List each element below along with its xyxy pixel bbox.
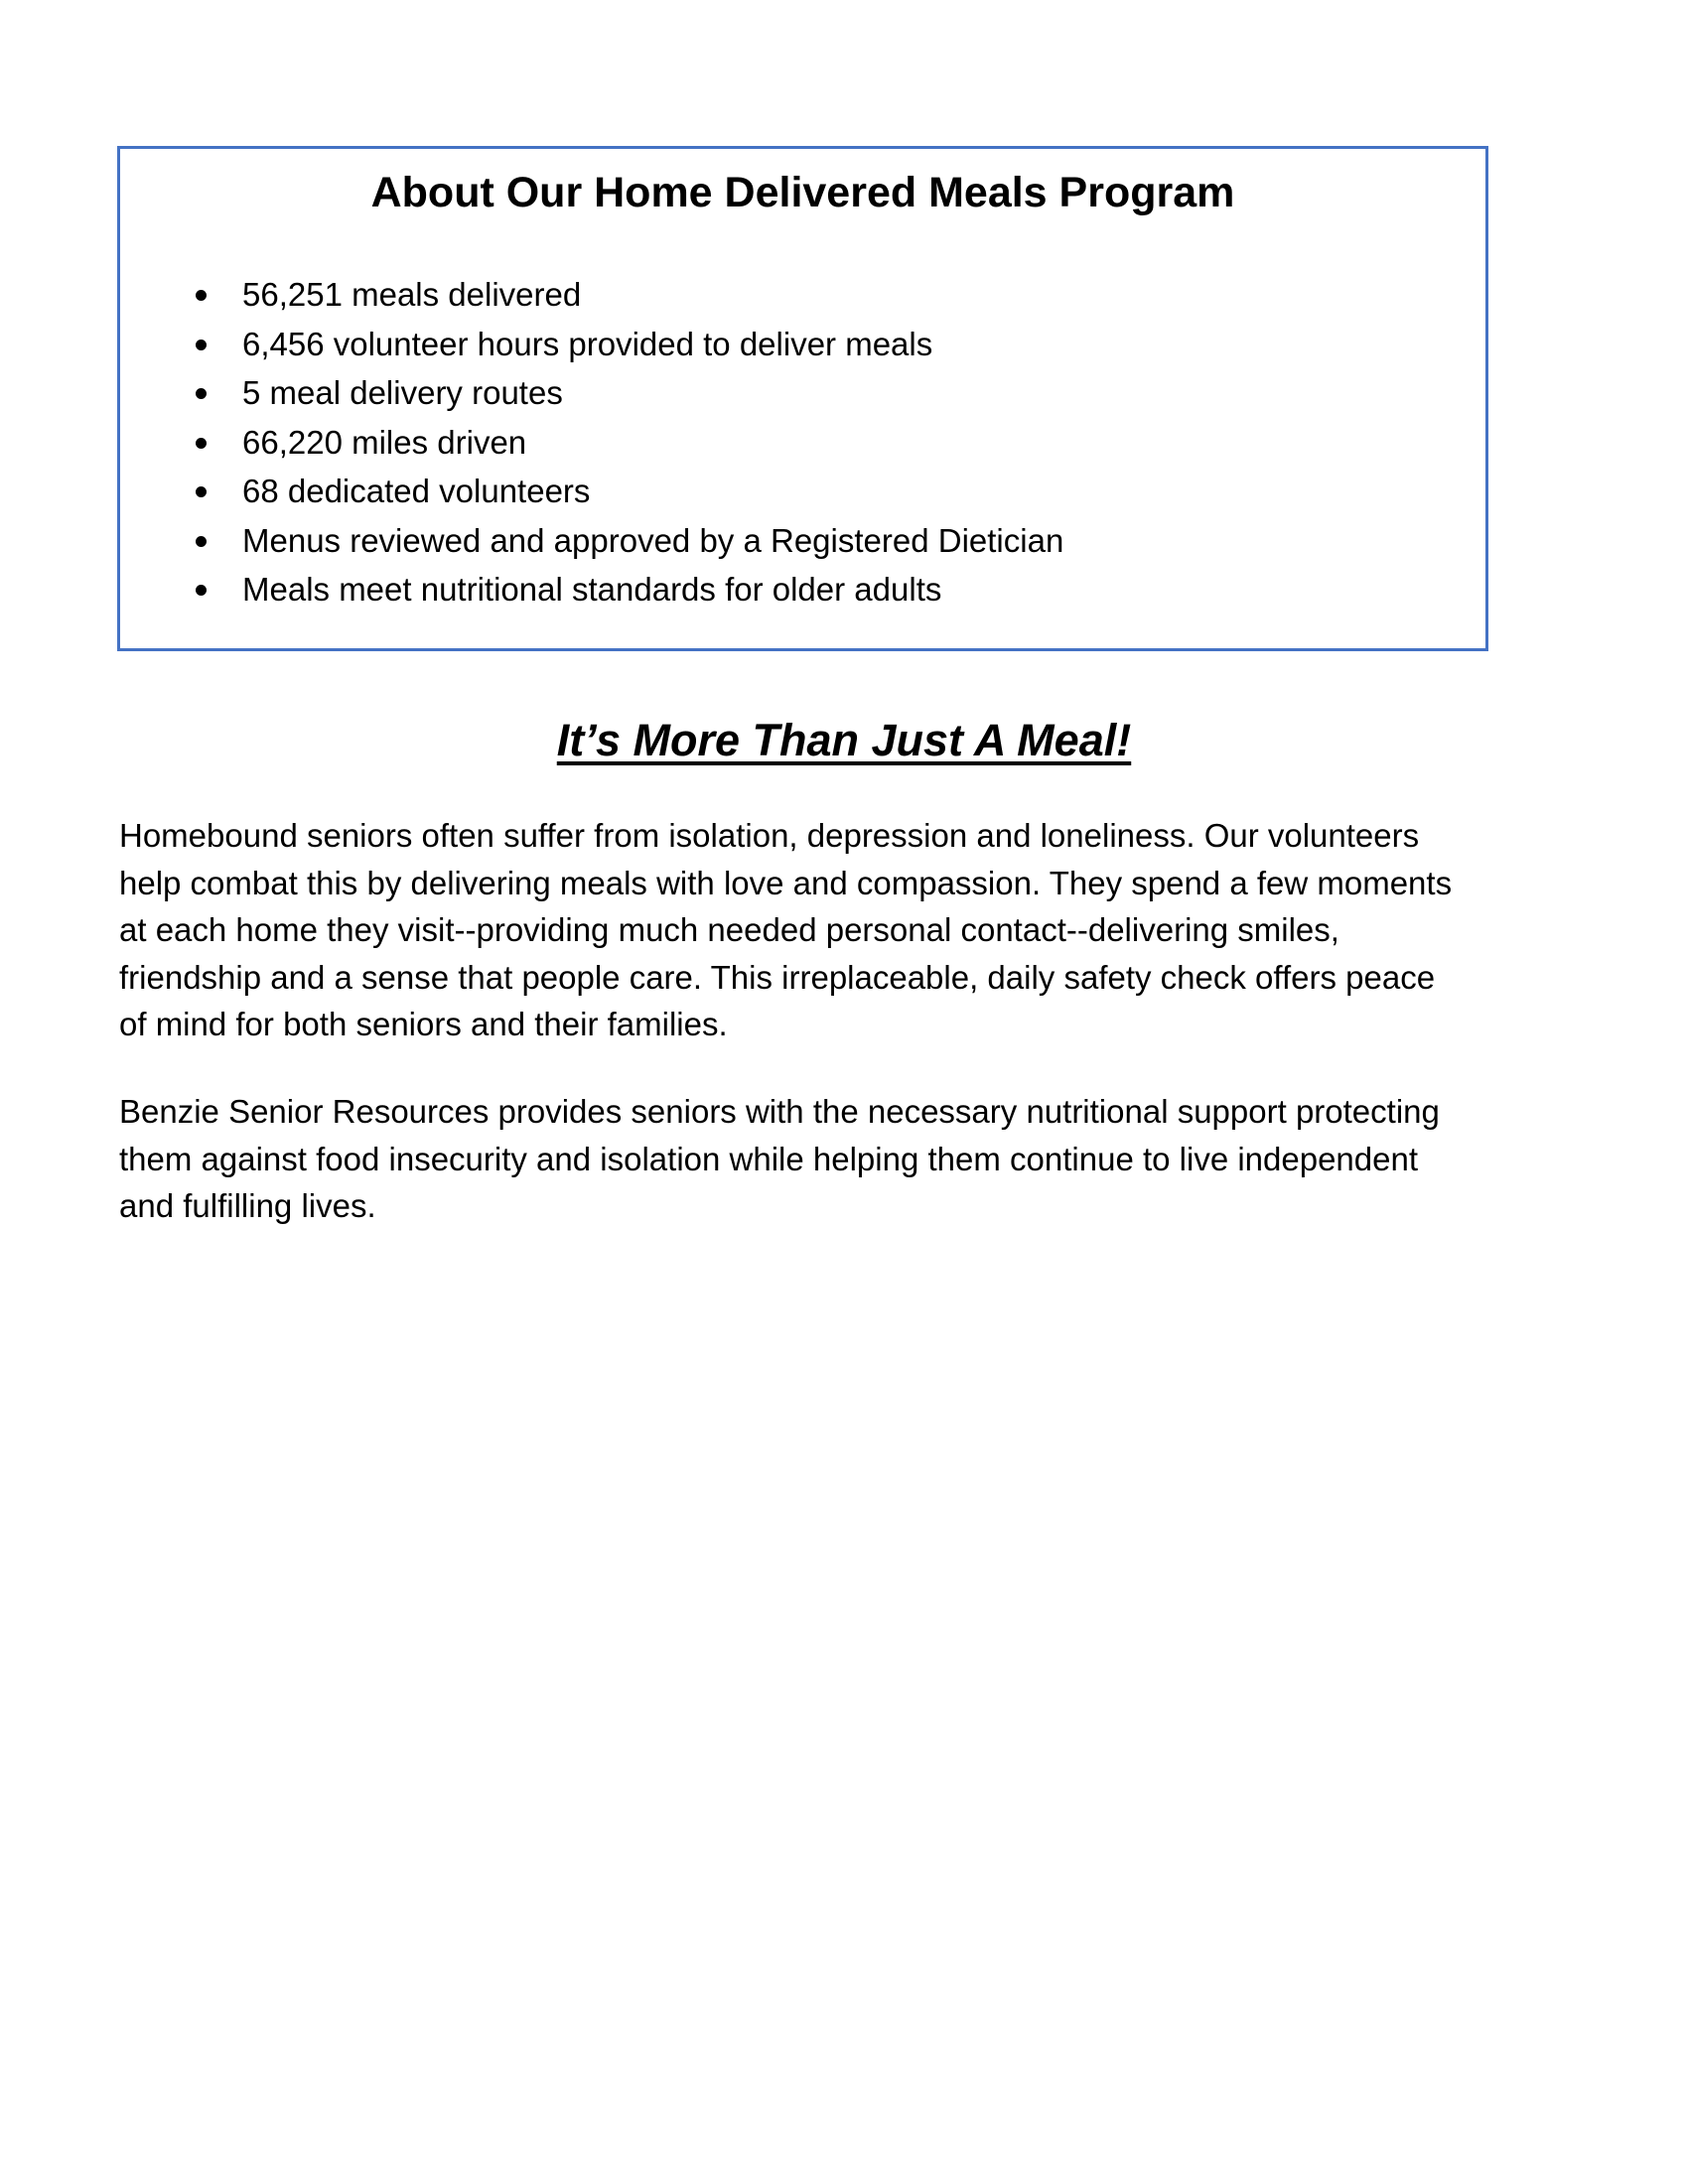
paragraph-line: them against food insecurity and isolation while helping them continue to live independent <box>119 1140 1419 1177</box>
program-facts-list <box>120 270 1063 614</box>
paragraph-line: of mind for both seniors and their families. <box>119 1006 728 1042</box>
fact-text: Menus reviewed and approved by a Registered Dietician <box>242 521 1064 559</box>
fact-text: 5 meal delivery routes <box>242 374 563 411</box>
fact-item <box>120 565 1063 614</box>
paragraph-line: Homebound seniors often suffer from isolation, depression and loneliness. Our volunteers <box>119 817 1420 854</box>
body-paragraph-isolation <box>119 812 1589 1048</box>
fact-item <box>120 516 1063 566</box>
paragraph-line: and fulfilling lives. <box>119 1187 376 1224</box>
section-heading: It’s More Than Just A Meal! <box>556 715 1132 765</box>
bullet-icon <box>196 536 207 547</box>
paragraph-line: at each home they visit--providing much needed personal contact--delivering smiles, <box>119 911 1339 948</box>
fact-text: Meals meet nutritional standards for older adults <box>242 571 942 608</box>
fact-item <box>120 320 1063 369</box>
fact-text: 68 dedicated volunteers <box>242 473 591 509</box>
fact-item <box>120 418 1063 468</box>
bullet-icon <box>196 486 207 497</box>
bullet-icon <box>196 438 207 449</box>
fact-item <box>120 467 1063 516</box>
paragraph-line: help combat this by delivering meals with love and compassion. They spend a few moments <box>119 864 1453 901</box>
body-paragraph-support <box>119 1088 1589 1230</box>
bullet-icon <box>196 290 207 301</box>
bullet-icon <box>196 340 207 350</box>
fact-text: 6,456 volunteer hours provided to deliver meals <box>242 325 933 362</box>
bullet-icon <box>196 585 207 596</box>
fact-text: 66,220 miles driven <box>242 423 527 461</box>
program-box-title: About Our Home Delivered Meals Program <box>370 169 1235 216</box>
fact-text: 56,251 meals delivered <box>242 276 582 313</box>
program-info-box <box>117 146 1488 651</box>
fact-item <box>120 368 1063 418</box>
paragraph-line: friendship and a sense that people care. This irreplaceable, daily safety check offers peace <box>119 958 1436 996</box>
fact-item <box>120 270 1063 320</box>
paragraph-line: Benzie Senior Resources provides seniors with the necessary nutritional support protecting <box>119 1093 1440 1130</box>
bullet-icon <box>196 388 207 399</box>
